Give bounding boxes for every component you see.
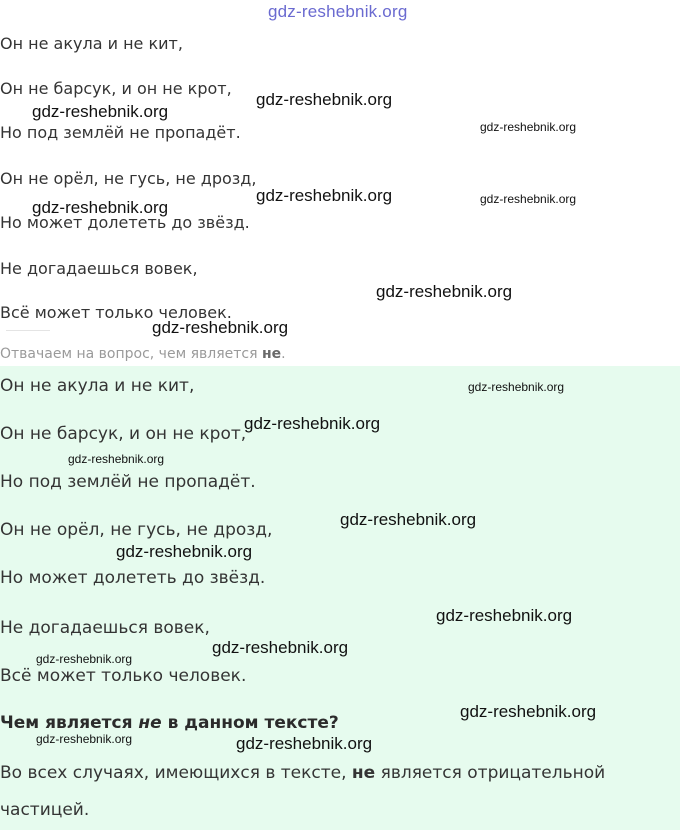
answer-emphasis: не xyxy=(351,763,376,783)
answer-text: Во всех случаях, имеющихся в тексте, не является отрицательной xyxy=(0,763,606,783)
prompt-emphasis: не xyxy=(261,346,282,362)
watermark: gdz-reshebnik.org xyxy=(36,652,133,666)
poem-line: Но может долететь до звёзд. xyxy=(0,213,250,232)
answer-poem-line: Он не акула и не кит, xyxy=(0,376,195,396)
answer-poem-line: Не догадаешься вовек, xyxy=(0,618,210,638)
poem-line: Но под землёй не пропадёт. xyxy=(0,123,241,142)
watermark: gdz-reshebnik.org xyxy=(480,192,577,206)
poem-line: Он не барсук, и он не крот, xyxy=(0,79,232,98)
poem-line: Не догадаешься вовек, xyxy=(0,259,198,278)
watermark: gdz-reshebnik.org xyxy=(436,606,573,625)
header-watermark: gdz-reshebnik.org xyxy=(268,2,408,21)
question-heading: Чем является не в данном тексте? xyxy=(0,713,339,733)
watermark: gdz-reshebnik.org xyxy=(116,542,253,561)
poem-line: Он не орёл, не гусь, не дрозд, xyxy=(0,169,257,188)
watermark: gdz-reshebnik.org xyxy=(32,102,169,121)
watermark: gdz-reshebnik.org xyxy=(480,120,577,134)
watermark: gdz-reshebnik.org xyxy=(468,380,565,394)
task-prompt: Отвачаем на вопрос, чем является не. xyxy=(0,346,286,362)
watermark: gdz-reshebnik.org xyxy=(244,414,381,433)
watermark: gdz-reshebnik.org xyxy=(236,734,373,753)
question-emphasis: не xyxy=(138,713,162,733)
poem-line: Всё может только человек. xyxy=(0,303,232,322)
watermark: gdz-reshebnik.org xyxy=(340,510,477,529)
watermark: gdz-reshebnik.org xyxy=(152,318,289,337)
watermark: gdz-reshebnik.org xyxy=(32,198,169,217)
answer-poem-line: Но под землёй не пропадёт. xyxy=(0,472,256,492)
poem-line: Он не акула и не кит, xyxy=(0,34,183,53)
answer-poem-line: Но может долететь до звёзд. xyxy=(0,568,266,588)
watermark: gdz-reshebnik.org xyxy=(460,702,597,721)
answer-poem-line: Всё может только человек. xyxy=(0,666,247,686)
answer-poem-line: Он не барсук, и он не крот, xyxy=(0,424,247,444)
watermark: gdz-reshebnik.org xyxy=(376,282,513,301)
watermark: gdz-reshebnik.org xyxy=(212,638,349,657)
divider xyxy=(6,330,50,331)
watermark: gdz-reshebnik.org xyxy=(256,186,393,205)
answer-text-continued: частицей. xyxy=(0,800,90,820)
watermark: gdz-reshebnik.org xyxy=(256,90,393,109)
answer-poem-line: Он не орёл, не гусь, не дрозд, xyxy=(0,520,273,540)
watermark: gdz-reshebnik.org xyxy=(68,452,165,466)
watermark: gdz-reshebnik.org xyxy=(36,732,133,746)
